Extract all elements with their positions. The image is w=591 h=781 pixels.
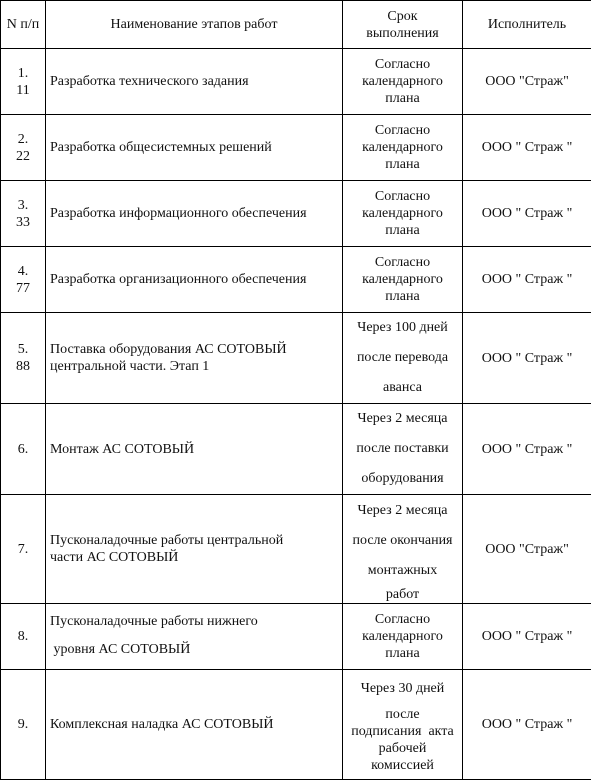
row-num: [1, 49, 46, 115]
table-row: [1, 495, 591, 604]
table-row: [1, 49, 591, 115]
row-stage-name-line-1: Пусконаладочные работы центральной: [50, 533, 284, 548]
row-stage-name: [46, 247, 343, 313]
row-num-line-2: 88: [16, 359, 30, 374]
row-term-line-1: Согласно: [374, 57, 431, 72]
row-executor: ООО " Страж ": [463, 247, 591, 313]
header-name: Наименование этапов работ: [46, 1, 343, 49]
row-stage-name-line-1: Монтаж АС СОТОВЫЙ: [50, 441, 195, 457]
row-term-line-2: календарного: [362, 140, 443, 155]
row-term-line-2: после перевода: [356, 350, 449, 365]
table-row: [1, 181, 591, 247]
row-term-line-2: календарного: [362, 629, 443, 644]
row-term: [343, 495, 463, 604]
header-num: N п/п: [1, 1, 46, 49]
table-header-row: [1, 1, 591, 49]
row-stage-name: [46, 181, 343, 247]
header-executor: Исполнитель: [463, 1, 591, 49]
row-term-line-1: Согласно: [374, 189, 431, 204]
row-num-line-2: 22: [16, 148, 30, 164]
row-term-line-1: Согласно: [374, 612, 431, 627]
row-term-line-3: аванса: [383, 380, 422, 395]
row-executor: ООО " Страж ": [463, 404, 591, 495]
table-row: [1, 313, 591, 404]
row-term-line-4: рабочей: [378, 740, 427, 756]
row-num-line-1: 5.: [17, 342, 29, 357]
row-term: [343, 115, 463, 181]
row-stage-name-line-1: Разработка общесистемных решений: [50, 140, 272, 155]
row-term-line-4: работ: [385, 586, 420, 602]
row-executor: ООО " Страж ": [463, 670, 591, 780]
row-executor: ООО " Страж ": [463, 181, 591, 247]
row-term-line-3: подписания акта: [351, 723, 454, 739]
row-num: [1, 313, 46, 404]
row-term-line-2: календарного: [362, 74, 443, 89]
row-term-line-1: Через 2 месяца: [357, 411, 448, 426]
row-term-line-3: плана: [385, 91, 420, 106]
row-num-line-2: 11: [16, 82, 30, 98]
row-term-line-3: плана: [385, 646, 420, 661]
row-executor: ООО " Страж ": [463, 313, 591, 404]
row-num-line-1: 3.: [17, 197, 29, 213]
row-num-line-1: 8.: [17, 629, 29, 644]
row-num: [1, 181, 46, 247]
row-num: [1, 115, 46, 181]
row-term-line-2: после поставки: [356, 441, 449, 456]
row-term-line-2: после: [385, 706, 420, 722]
row-term-line-2: календарного: [362, 272, 443, 287]
row-term-line-3: плана: [385, 223, 420, 238]
row-stage-name-line-2: части АС СОТОВЫЙ: [50, 550, 179, 565]
header-term-line-2: выполнения: [366, 25, 439, 41]
row-num-line-1: 9.: [17, 717, 29, 732]
row-stage-name-line-1: Разработка организационного обеспечения: [50, 272, 307, 287]
row-term-line-1: Через 100 дней: [357, 320, 448, 335]
row-term-line-1: Согласно: [374, 255, 431, 270]
row-term: [343, 181, 463, 247]
row-term-line-1: Согласно: [374, 123, 431, 138]
header-term: [343, 1, 463, 49]
row-term-line-3: монтажных: [367, 562, 438, 578]
row-num-line-1: 6.: [17, 441, 29, 457]
row-term-line-3: оборудования: [361, 471, 444, 486]
row-executor: ООО "Страж": [463, 49, 591, 115]
row-num-line-1: 1.: [17, 65, 29, 81]
row-num: [1, 670, 46, 780]
row-executor: ООО "Страж": [463, 495, 591, 604]
row-stage-name-line-1: Разработка информационного обеспечения: [50, 206, 307, 221]
row-stage-name-line-1: Пусконаладочные работы нижнего: [50, 613, 258, 629]
row-term-line-3: плана: [385, 289, 420, 304]
row-stage-name: [46, 404, 343, 495]
row-num-line-2: 33: [16, 214, 30, 230]
table-row: [1, 115, 591, 181]
row-stage-name: [46, 604, 343, 670]
row-term-line-1: Через 30 дней: [360, 680, 445, 696]
row-num: [1, 247, 46, 313]
row-term-line-2: календарного: [362, 206, 443, 221]
row-stage-name: [46, 313, 343, 404]
header-term-line-1: Срок: [387, 8, 418, 24]
row-num: [1, 604, 46, 670]
row-num-line-1: 7.: [17, 541, 29, 557]
row-stage-name: [46, 49, 343, 115]
row-num-line-1: 4.: [17, 263, 29, 279]
table-row: [1, 404, 591, 495]
row-stage-name-line-1: Поставка оборудования АС СОТОВЫЙ: [50, 342, 287, 357]
row-stage-name: [46, 115, 343, 181]
row-term-line-3: плана: [385, 157, 420, 172]
row-term-line-5: комиссией: [371, 757, 434, 773]
table-row: [1, 604, 591, 670]
row-num: [1, 404, 46, 495]
row-term: [343, 313, 463, 404]
row-stage-name-line-1: Разработка технического задания: [50, 74, 249, 89]
row-term: [343, 49, 463, 115]
row-term-line-2: после окончания: [352, 532, 453, 548]
row-term: [343, 404, 463, 495]
row-term: [343, 670, 463, 780]
row-executor: ООО " Страж ": [463, 604, 591, 670]
row-stage-name: [46, 670, 343, 780]
table-row: [1, 247, 591, 313]
row-stage-name: [46, 495, 343, 604]
row-stage-name-line-2: центральной части. Этап 1: [50, 359, 210, 374]
row-num-line-2: 77: [16, 280, 30, 296]
row-term: [343, 247, 463, 313]
row-term: [343, 604, 463, 670]
row-executor: ООО " Страж ": [463, 115, 591, 181]
row-stage-name-line-2: уровня АС СОТОВЫЙ: [50, 641, 191, 657]
row-num: [1, 495, 46, 604]
row-stage-name-line-1: Комплексная наладка АС СОТОВЫЙ: [50, 717, 274, 732]
table-row: [1, 670, 591, 780]
row-num-line-1: 2.: [17, 131, 29, 147]
row-term-line-1: Через 2 месяца: [357, 502, 448, 518]
